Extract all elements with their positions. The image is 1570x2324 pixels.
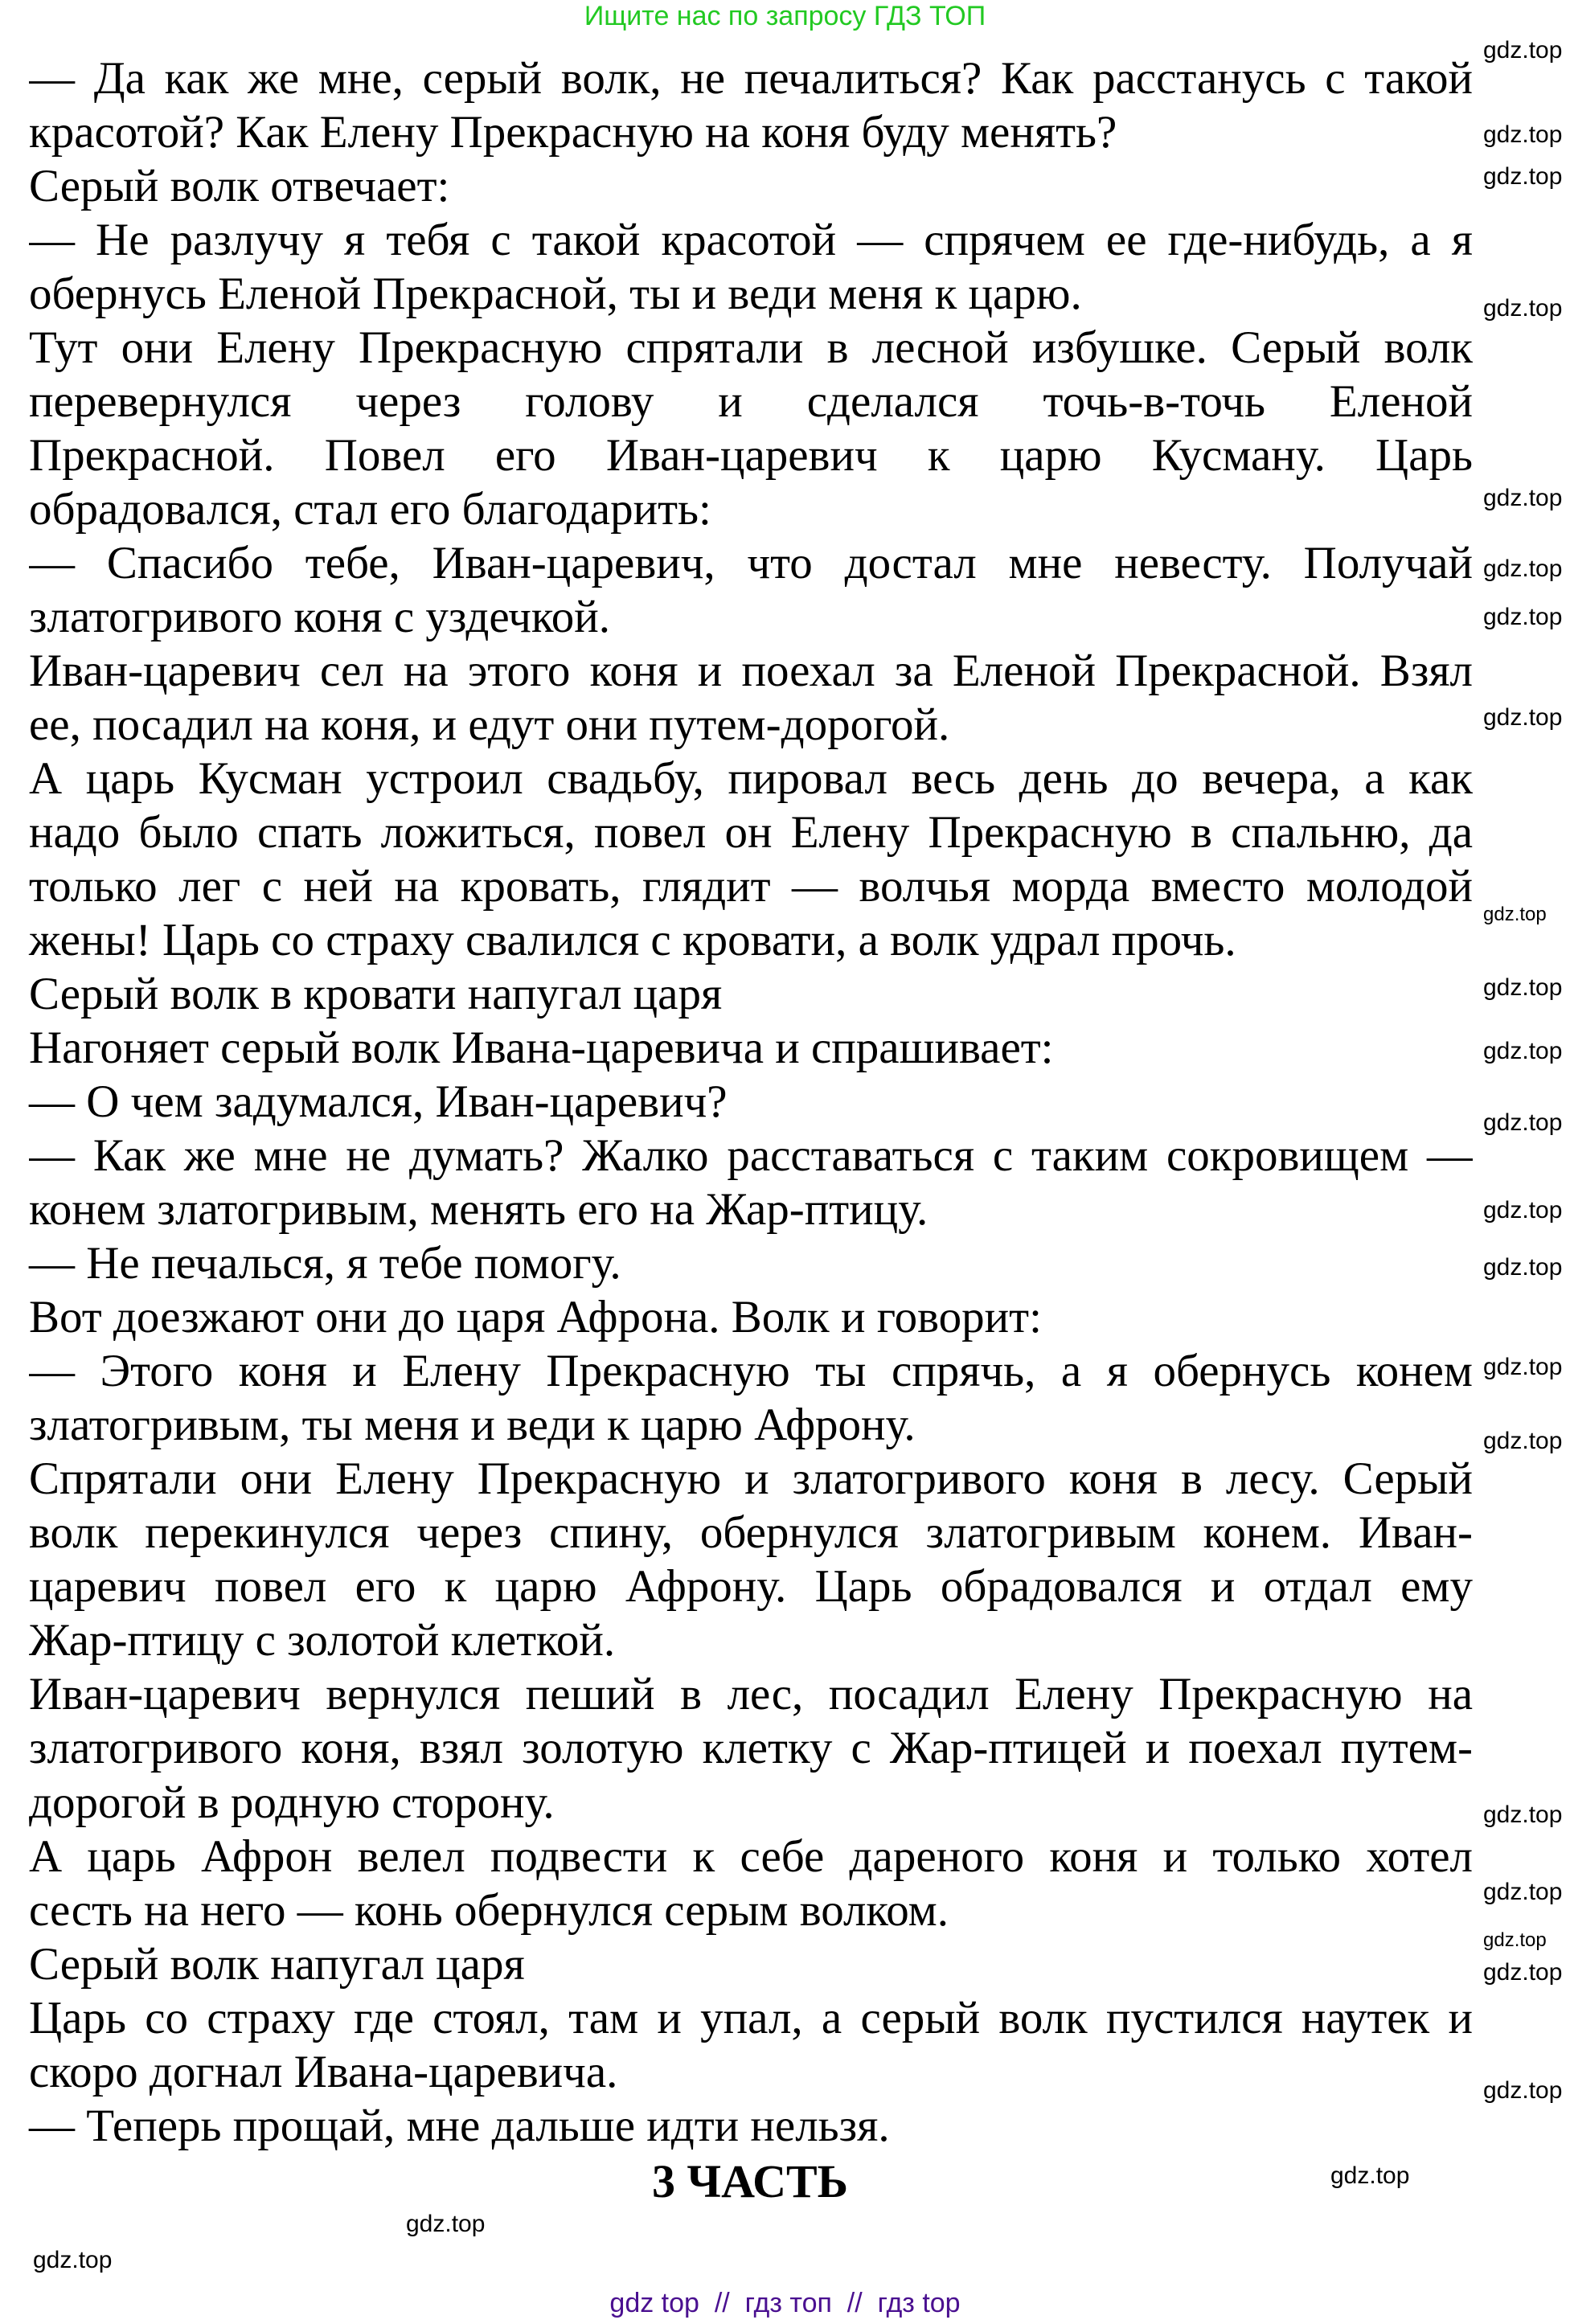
text-line: Спрятали они Елену Прекрасную и златогривого коня в лесу. Серый <box>29 1453 1473 1505</box>
watermark: gdz.top <box>1483 1879 1563 1905</box>
paragraph <box>29 159 1473 213</box>
watermark: gdz.top <box>1483 295 1563 322</box>
watermark: gdz.top <box>1483 1197 1563 1223</box>
watermark: gdz.top <box>406 2211 486 2237</box>
watermark: gdz.top <box>1483 37 1563 64</box>
text-line: обернусь Еленой Прекрасной, ты и веди меня к царю. <box>29 268 1082 320</box>
paragraph <box>29 1937 1473 1991</box>
watermark: gdz.top <box>1483 1929 1547 1951</box>
text-line: перевернулся через голову и сделался точь-в-точь Еленой <box>29 376 1473 428</box>
watermark: gdz.top <box>1330 2162 1410 2189</box>
text-line: А царь Афрон велел подвести к себе дареного коня и только хотел <box>29 1830 1473 1882</box>
text-line: скоро догнал Ивана-царевича. <box>29 2046 618 2097</box>
text-line: Серый волк напугал царя <box>29 1938 525 1990</box>
text-line: — Спасибо тебе, Иван-царевич, что достал мне невесту. Получай <box>29 538 1473 589</box>
text-line: только лег с ней на кровать, глядит — волчья морда вместо молодой <box>29 861 1473 912</box>
text-line: волк перекинулся через спину, обернулся златогривым конем. Иван- <box>29 1507 1473 1559</box>
text-line: конем златогривым, менять его на Жар-птицу. <box>29 1184 928 1236</box>
watermark: gdz.top <box>1483 1428 1563 1454</box>
watermark: gdz.top <box>1483 604 1563 630</box>
watermark: gdz.top <box>1483 1254 1563 1281</box>
paragraph <box>29 1021 1473 1075</box>
text-line: златогривого коня с уздечкой. <box>29 592 610 643</box>
watermark: gdz.top <box>1483 1959 1563 1986</box>
text-line: — Не разлучу я тебя с такой красотой — спрячем ее где-нибудь, а я <box>29 215 1473 266</box>
text-line: Серый волк в кровати напугал царя <box>29 969 723 1020</box>
paragraph <box>29 51 1473 159</box>
paragraph <box>29 644 1473 752</box>
watermark: gdz.top <box>1483 555 1563 582</box>
text-line: — Не печалься, я тебе помогу. <box>29 1238 621 1289</box>
paragraph <box>29 1452 1473 1667</box>
text-line: жены! Царь со страху свалился с кровати, а волк удрал прочь. <box>29 915 1236 966</box>
text-line: — Теперь прощай, мне дальше идти нельзя. <box>29 2100 890 2151</box>
text-line: Серый волк отвечает: <box>29 161 450 212</box>
watermark: gdz.top <box>1483 974 1563 1001</box>
text-line: красотой? Как Елену Прекрасную на коня буду менять? <box>29 107 1117 158</box>
watermark: gdz.top <box>1483 904 1547 925</box>
text-line: обрадовался, стал его благодарить: <box>29 484 711 535</box>
text-line: царевич повел его к царю Афрону. Царь обрадовался и отдал ему <box>29 1561 1473 1613</box>
text-line: Царь со страху где стоял, там и упал, а серый волк пустился наутек и <box>29 1992 1473 2043</box>
text-line: дорогой в родную сторону. <box>29 1777 555 1828</box>
text-line: Иван-царевич сел на этого коня и поехал за Еленой Прекрасной. Взял <box>29 646 1473 697</box>
watermark: gdz.top <box>1483 121 1563 148</box>
paragraph <box>29 1991 1473 2099</box>
text-line: златогривого коня, взял золотую клетку с Жар-птицей и поехал путем- <box>29 1723 1473 1774</box>
paragraph <box>29 752 1473 967</box>
text-line: ее, посадил на коня, и едут они путем-дорогой. <box>29 699 950 751</box>
paragraph <box>29 1129 1473 1236</box>
search-banner: Ищите нас по запросу ГДЗ ТОП <box>584 1 986 31</box>
paragraph <box>29 967 1473 1021</box>
paragraph <box>29 536 1473 644</box>
text-line: Вот доезжают они до царя Афрона. Волк и говорит: <box>29 1292 1042 1343</box>
story-text <box>29 51 1473 2153</box>
paragraph <box>29 321 1473 536</box>
paragraph <box>29 1667 1473 1829</box>
text-line: Нагоняет серый волк Ивана-царевича и спрашивает: <box>29 1023 1054 1074</box>
paragraph <box>29 1236 1473 1290</box>
text-line: — Этого коня и Елену Прекрасную ты спрячь, а я обернусь конем <box>29 1346 1473 1397</box>
watermark: gdz.top <box>1483 1801 1563 1828</box>
paragraph <box>29 1830 1473 1937</box>
watermark: gdz.top <box>1483 1109 1563 1136</box>
text-line: А царь Кусман устроил свадьбу, пировал весь день до вечера, а как <box>29 753 1473 805</box>
text-line: златогривым, ты меня и веди к царю Афрону. <box>29 1400 916 1451</box>
watermark: gdz.top <box>1483 163 1563 190</box>
paragraph <box>29 1290 1473 1344</box>
text-line: Прекрасной. Повел его Иван-царевич к царю Кусману. Царь <box>29 430 1473 482</box>
paragraph <box>29 2099 1473 2153</box>
paragraph <box>29 1344 1473 1452</box>
text-line: надо было спать ложиться, повел он Елену Прекрасную в спальню, да <box>29 807 1473 859</box>
paragraph <box>29 1075 1473 1129</box>
text-line: Жар-птицу с золотой клеткой. <box>29 1615 616 1666</box>
paragraph <box>29 213 1473 321</box>
text-line: сесть на него — конь обернулся серым волком. <box>29 1884 949 1936</box>
text-line: Иван-царевич вернулся пеший в лес, посадил Елену Прекрасную на <box>29 1669 1473 1720</box>
text-line: — О чем задумался, Иван-царевич? <box>29 1076 728 1128</box>
watermark: gdz.top <box>1483 2077 1563 2104</box>
watermark: gdz.top <box>33 2247 113 2273</box>
text-line: Тут они Елену Прекрасную спрятали в лесной избушке. Серый волк <box>29 322 1473 374</box>
footer-links[interactable]: gdz top // гдз топ // гдз top <box>609 2288 961 2318</box>
text-line: — Как же мне не думать? Жалко расставаться с таким сокровищем — <box>29 1130 1473 1182</box>
watermark: gdz.top <box>1483 1354 1563 1380</box>
watermark: gdz.top <box>1483 704 1563 731</box>
section-heading: 3 ЧАСТЬ <box>652 2155 848 2207</box>
text-line: — Да как же мне, серый волк, не печалиться? Как расстанусь с такой <box>29 53 1473 104</box>
watermark: gdz.top <box>1483 485 1563 511</box>
watermark: gdz.top <box>1483 1038 1563 1064</box>
